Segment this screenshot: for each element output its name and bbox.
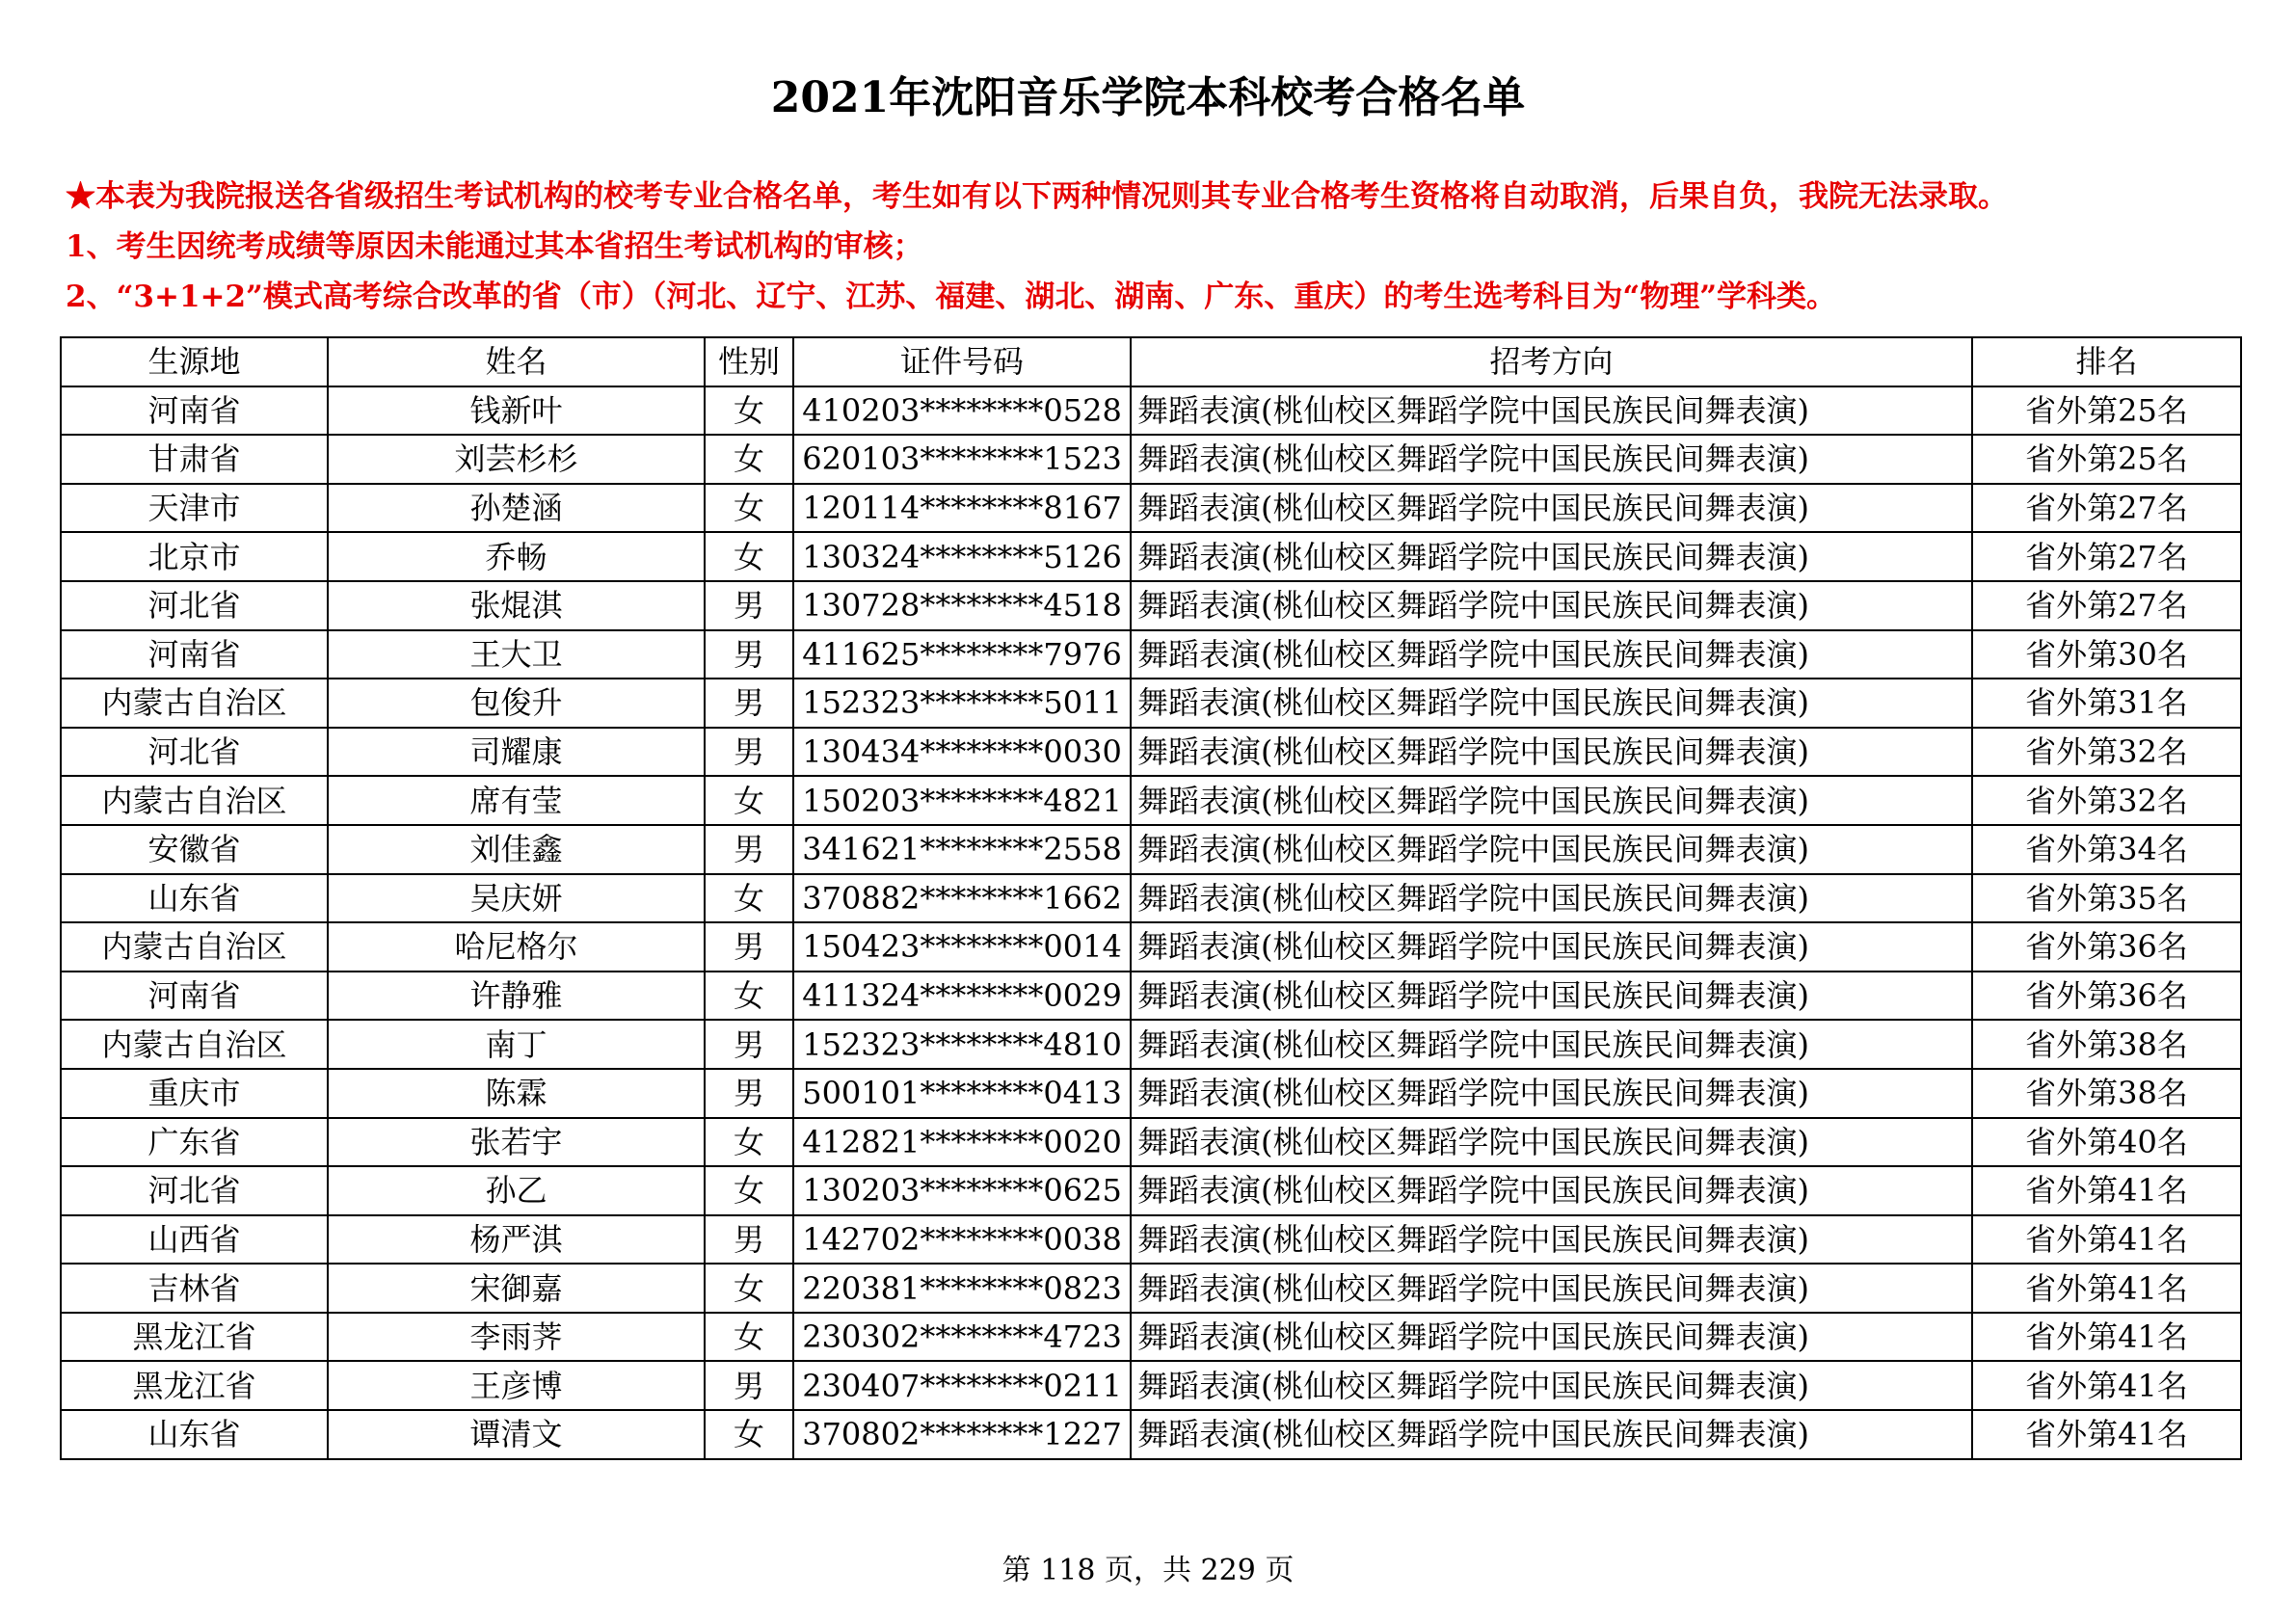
cell-gender: 女	[705, 1264, 793, 1313]
cell-id-number: 120114********8167	[793, 484, 1131, 533]
cell-rank: 省外第41名	[1972, 1215, 2241, 1265]
cell-direction: 舞蹈表演(桃仙校区舞蹈学院中国民族民间舞表演)	[1131, 1215, 1972, 1265]
cell-name: 刘佳鑫	[328, 825, 705, 874]
cell-gender: 男	[705, 630, 793, 679]
cell-name: 杨严淇	[328, 1215, 705, 1265]
table-row	[61, 679, 2241, 728]
cell-gender: 女	[705, 776, 793, 825]
cell-id-number: 230407********0211	[793, 1361, 1131, 1410]
cell-name: 李雨荠	[328, 1313, 705, 1362]
cell-direction: 舞蹈表演(桃仙校区舞蹈学院中国民族民间舞表演)	[1131, 1264, 1972, 1313]
cell-gender: 男	[705, 728, 793, 777]
cell-gender: 男	[705, 581, 793, 630]
table-row	[61, 1069, 2241, 1118]
table-row	[61, 1020, 2241, 1069]
cell-rank: 省外第25名	[1972, 435, 2241, 484]
table-row	[61, 532, 2241, 581]
cell-direction: 舞蹈表演(桃仙校区舞蹈学院中国民族民间舞表演)	[1131, 630, 1972, 679]
cell-id-number: 410203********0528	[793, 386, 1131, 436]
cell-rank: 省外第41名	[1972, 1313, 2241, 1362]
cell-id-number: 142702********0038	[793, 1215, 1131, 1265]
cell-direction: 舞蹈表演(桃仙校区舞蹈学院中国民族民间舞表演)	[1131, 776, 1972, 825]
cell-rank: 省外第27名	[1972, 581, 2241, 630]
cell-rank: 省外第32名	[1972, 776, 2241, 825]
cell-gender: 女	[705, 386, 793, 436]
document-title: 2021年沈阳音乐学院本科校考合格名单	[770, 73, 1526, 122]
cell-id-number: 341621********2558	[793, 825, 1131, 874]
notice-block	[66, 172, 2263, 322]
cell-origin: 安徽省	[61, 825, 328, 874]
cell-name: 席有莹	[328, 776, 705, 825]
cell-id-number: 620103********1523	[793, 435, 1131, 484]
cell-name: 谭清文	[328, 1410, 705, 1459]
cell-id-number: 152323********4810	[793, 1020, 1131, 1069]
table-row	[61, 484, 2241, 533]
header-name: 姓名	[328, 337, 705, 386]
cell-direction: 舞蹈表演(桃仙校区舞蹈学院中国民族民间舞表演)	[1131, 874, 1972, 923]
cell-origin: 河北省	[61, 728, 328, 777]
cell-origin: 北京市	[61, 532, 328, 581]
cell-rank: 省外第36名	[1972, 922, 2241, 972]
table-row	[61, 1215, 2241, 1265]
cell-origin: 重庆市	[61, 1069, 328, 1118]
table-row	[61, 386, 2241, 436]
cell-id-number: 150423********0014	[793, 922, 1131, 972]
cell-rank: 省外第27名	[1972, 532, 2241, 581]
cell-rank: 省外第30名	[1972, 630, 2241, 679]
qualified-list-table-container	[60, 336, 2242, 1460]
table-row	[61, 874, 2241, 923]
cell-id-number: 412821********0020	[793, 1118, 1131, 1167]
cell-id-number: 130324********5126	[793, 532, 1131, 581]
header-direction: 招考方向	[1131, 337, 1972, 386]
cell-origin: 黑龙江省	[61, 1361, 328, 1410]
cell-gender: 女	[705, 874, 793, 923]
cell-gender: 女	[705, 972, 793, 1021]
cell-rank: 省外第31名	[1972, 679, 2241, 728]
cell-name: 许静雅	[328, 972, 705, 1021]
cell-id-number: 500101********0413	[793, 1069, 1131, 1118]
cell-gender: 女	[705, 1313, 793, 1362]
cell-id-number: 130434********0030	[793, 728, 1131, 777]
cell-name: 吴庆妍	[328, 874, 705, 923]
cell-gender: 女	[705, 1118, 793, 1167]
cell-name: 张若宇	[328, 1118, 705, 1167]
cell-name: 包俊升	[328, 679, 705, 728]
cell-name: 乔畅	[328, 532, 705, 581]
cell-origin: 甘肃省	[61, 435, 328, 484]
cell-origin: 河南省	[61, 386, 328, 436]
cell-gender: 女	[705, 484, 793, 533]
cell-name: 陈霖	[328, 1069, 705, 1118]
table-row	[61, 581, 2241, 630]
cell-origin: 河北省	[61, 1166, 328, 1215]
table-row	[61, 435, 2241, 484]
table-row	[61, 1361, 2241, 1410]
cell-origin: 河北省	[61, 581, 328, 630]
cell-gender: 男	[705, 825, 793, 874]
cell-rank: 省外第41名	[1972, 1166, 2241, 1215]
cell-direction: 舞蹈表演(桃仙校区舞蹈学院中国民族民间舞表演)	[1131, 1166, 1972, 1215]
cell-rank: 省外第36名	[1972, 972, 2241, 1021]
cell-gender: 男	[705, 1020, 793, 1069]
cell-rank: 省外第38名	[1972, 1069, 2241, 1118]
table-row	[61, 1410, 2241, 1459]
table-row	[61, 922, 2241, 972]
cell-direction: 舞蹈表演(桃仙校区舞蹈学院中国民族民间舞表演)	[1131, 435, 1972, 484]
notice-line-main: ★本表为我院报送各省级招生考试机构的校考专业合格名单，考生如有以下两种情况则其专业合格考生资格将自动取消，后果自负，我院无法录取。	[66, 179, 2008, 214]
header-origin: 生源地	[61, 337, 328, 386]
cell-name: 司耀康	[328, 728, 705, 777]
cell-direction: 舞蹈表演(桃仙校区舞蹈学院中国民族民间舞表演)	[1131, 532, 1972, 581]
cell-id-number: 220381********0823	[793, 1264, 1131, 1313]
cell-origin: 河南省	[61, 972, 328, 1021]
page-number: 第 118 页，共 229 页	[1001, 1554, 1295, 1587]
notice-line-condition-1: 1、考生因统考成绩等原因未能通过其本省招生考试机构的审核；	[66, 229, 923, 264]
header-gender: 性别	[705, 337, 793, 386]
table-body	[61, 386, 2241, 1459]
cell-gender: 女	[705, 435, 793, 484]
cell-direction: 舞蹈表演(桃仙校区舞蹈学院中国民族民间舞表演)	[1131, 1069, 1972, 1118]
cell-direction: 舞蹈表演(桃仙校区舞蹈学院中国民族民间舞表演)	[1131, 728, 1972, 777]
cell-name: 宋御嘉	[328, 1264, 705, 1313]
cell-rank: 省外第35名	[1972, 874, 2241, 923]
notice-line-condition-2: 2、“3+1+2”模式高考综合改革的省（市）（河北、辽宁、江苏、福建、湖北、湖南、广东、重庆）的考生选考科目为“物理”学科类。	[66, 280, 1837, 314]
cell-name: 张焜淇	[328, 581, 705, 630]
header-id-number: 证件号码	[793, 337, 1131, 386]
cell-direction: 舞蹈表演(桃仙校区舞蹈学院中国民族民间舞表演)	[1131, 825, 1972, 874]
cell-direction: 舞蹈表演(桃仙校区舞蹈学院中国民族民间舞表演)	[1131, 1020, 1972, 1069]
cell-name: 王大卫	[328, 630, 705, 679]
cell-rank: 省外第41名	[1972, 1361, 2241, 1410]
table-row	[61, 972, 2241, 1021]
cell-direction: 舞蹈表演(桃仙校区舞蹈学院中国民族民间舞表演)	[1131, 484, 1972, 533]
table-row	[61, 1313, 2241, 1362]
cell-id-number: 370882********1662	[793, 874, 1131, 923]
table-row	[61, 1118, 2241, 1167]
cell-name: 孙乙	[328, 1166, 705, 1215]
cell-origin: 内蒙古自治区	[61, 922, 328, 972]
cell-gender: 男	[705, 1215, 793, 1265]
header-rank: 排名	[1972, 337, 2241, 386]
cell-direction: 舞蹈表演(桃仙校区舞蹈学院中国民族民间舞表演)	[1131, 581, 1972, 630]
table-row	[61, 728, 2241, 777]
cell-origin: 黑龙江省	[61, 1313, 328, 1362]
cell-name: 哈尼格尔	[328, 922, 705, 972]
table-row	[61, 825, 2241, 874]
cell-origin: 广东省	[61, 1118, 328, 1167]
cell-gender: 女	[705, 1166, 793, 1215]
cell-rank: 省外第40名	[1972, 1118, 2241, 1167]
cell-rank: 省外第25名	[1972, 386, 2241, 436]
table-row	[61, 630, 2241, 679]
cell-rank: 省外第38名	[1972, 1020, 2241, 1069]
cell-id-number: 411625********7976	[793, 630, 1131, 679]
cell-rank: 省外第32名	[1972, 728, 2241, 777]
cell-origin: 内蒙古自治区	[61, 679, 328, 728]
cell-direction: 舞蹈表演(桃仙校区舞蹈学院中国民族民间舞表演)	[1131, 386, 1972, 436]
cell-origin: 天津市	[61, 484, 328, 533]
cell-id-number: 150203********4821	[793, 776, 1131, 825]
cell-id-number: 370802********1227	[793, 1410, 1131, 1459]
cell-origin: 吉林省	[61, 1264, 328, 1313]
cell-direction: 舞蹈表演(桃仙校区舞蹈学院中国民族民间舞表演)	[1131, 1313, 1972, 1362]
table-row	[61, 776, 2241, 825]
cell-rank: 省外第34名	[1972, 825, 2241, 874]
cell-id-number: 130728********4518	[793, 581, 1131, 630]
cell-name: 刘芸杉杉	[328, 435, 705, 484]
cell-rank: 省外第27名	[1972, 484, 2241, 533]
cell-id-number: 130203********0625	[793, 1166, 1131, 1215]
table-row	[61, 1264, 2241, 1313]
table-row	[61, 1166, 2241, 1215]
cell-id-number: 411324********0029	[793, 972, 1131, 1021]
cell-rank: 省外第41名	[1972, 1264, 2241, 1313]
cell-name: 南丁	[328, 1020, 705, 1069]
cell-gender: 女	[705, 1410, 793, 1459]
cell-id-number: 152323********5011	[793, 679, 1131, 728]
cell-origin: 山西省	[61, 1215, 328, 1265]
cell-direction: 舞蹈表演(桃仙校区舞蹈学院中国民族民间舞表演)	[1131, 1410, 1972, 1459]
cell-rank: 省外第41名	[1972, 1410, 2241, 1459]
qualified-list-table	[60, 336, 2242, 1460]
cell-origin: 内蒙古自治区	[61, 1020, 328, 1069]
cell-origin: 河南省	[61, 630, 328, 679]
cell-name: 王彦博	[328, 1361, 705, 1410]
cell-origin: 山东省	[61, 874, 328, 923]
cell-name: 孙楚涵	[328, 484, 705, 533]
cell-direction: 舞蹈表演(桃仙校区舞蹈学院中国民族民间舞表演)	[1131, 679, 1972, 728]
cell-direction: 舞蹈表演(桃仙校区舞蹈学院中国民族民间舞表演)	[1131, 972, 1972, 1021]
cell-gender: 男	[705, 1361, 793, 1410]
cell-id-number: 230302********4723	[793, 1313, 1131, 1362]
cell-gender: 男	[705, 679, 793, 728]
cell-gender: 男	[705, 1069, 793, 1118]
cell-origin: 山东省	[61, 1410, 328, 1459]
cell-direction: 舞蹈表演(桃仙校区舞蹈学院中国民族民间舞表演)	[1131, 1118, 1972, 1167]
cell-gender: 男	[705, 922, 793, 972]
cell-gender: 女	[705, 532, 793, 581]
cell-name: 钱新叶	[328, 386, 705, 436]
table-header-row	[61, 337, 2241, 386]
cell-origin: 内蒙古自治区	[61, 776, 328, 825]
cell-direction: 舞蹈表演(桃仙校区舞蹈学院中国民族民间舞表演)	[1131, 922, 1972, 972]
cell-direction: 舞蹈表演(桃仙校区舞蹈学院中国民族民间舞表演)	[1131, 1361, 1972, 1410]
